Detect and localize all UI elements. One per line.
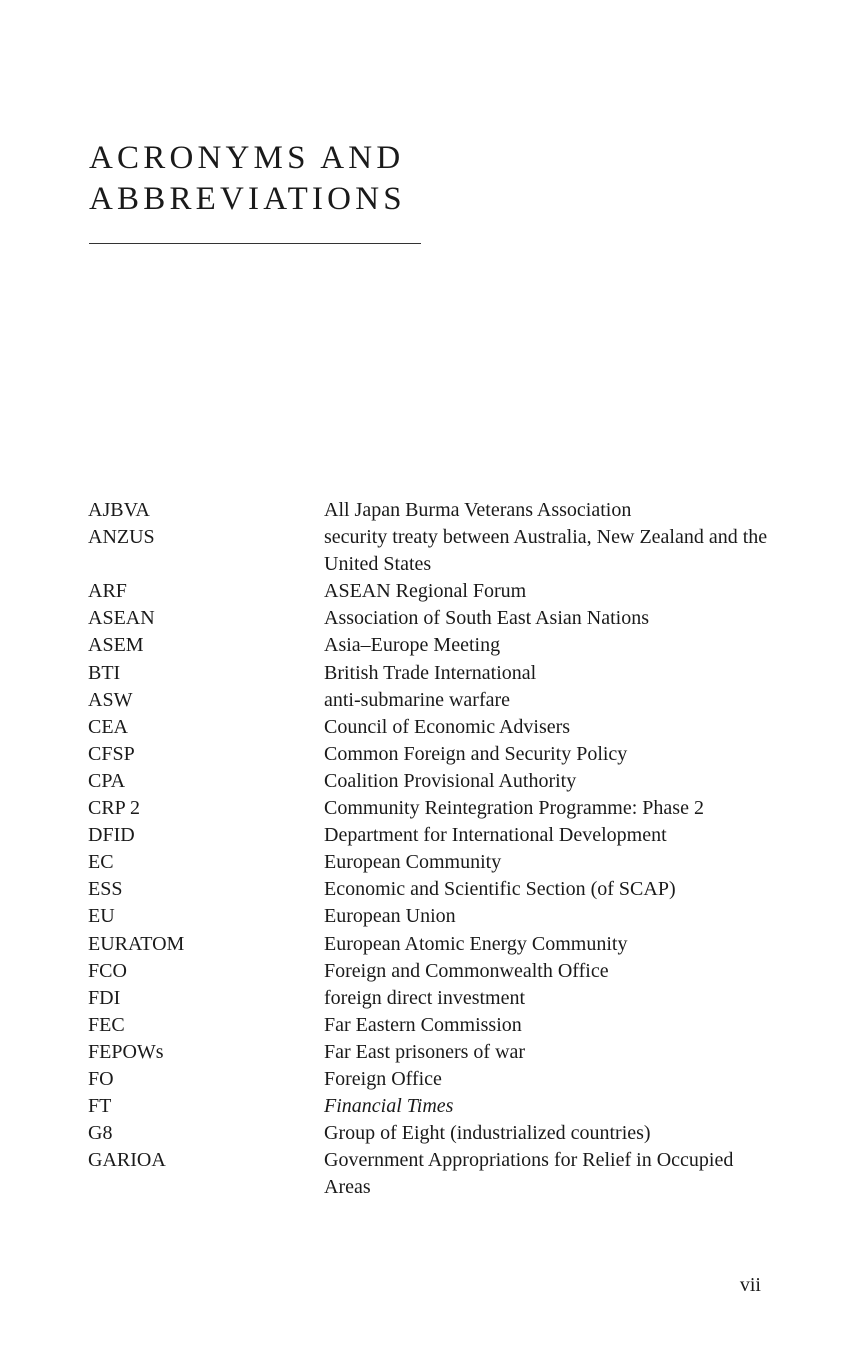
abbreviation-definition: British Trade International xyxy=(324,661,537,684)
abbreviation-row xyxy=(88,1120,768,1147)
abbreviation-term: ASW xyxy=(88,688,133,711)
abbreviation-row xyxy=(88,524,768,578)
abbreviation-row xyxy=(88,578,768,605)
abbreviation-row xyxy=(88,714,768,741)
abbreviation-row xyxy=(88,741,768,768)
abbreviation-row xyxy=(88,958,768,985)
abbreviation-term: FEPOWs xyxy=(88,1040,164,1063)
abbreviation-row xyxy=(88,931,768,958)
abbreviation-term: AJBVA xyxy=(88,499,150,521)
abbreviation-row xyxy=(88,903,768,930)
abbreviation-definition: Common Foreign and Security Policy xyxy=(324,742,628,765)
abbreviation-row xyxy=(88,849,768,876)
abbreviation-row xyxy=(88,605,768,632)
page-title xyxy=(89,138,406,220)
abbreviation-definition: Government Appropriations for Relief in Occupied Areas xyxy=(324,1149,734,1199)
abbreviation-row xyxy=(88,660,768,687)
abbreviation-list xyxy=(88,497,768,1201)
page-title-line-1: ACRONYMS AND xyxy=(89,140,405,176)
abbreviation-term: ESS xyxy=(88,878,123,901)
abbreviation-term: EU xyxy=(88,905,115,928)
abbreviation-term: DFID xyxy=(88,824,135,847)
abbreviation-definition: Council of Economic Advisers xyxy=(324,715,571,738)
abbreviation-definition: Foreign Office xyxy=(324,1067,442,1090)
abbreviation-definition: Association of South East Asian Nations xyxy=(324,607,649,630)
abbreviation-term: EURATOM xyxy=(88,932,185,955)
abbreviation-definition: Economic and Scientific Section (of SCAP) xyxy=(324,878,676,901)
abbreviation-definition: European Atomic Energy Community xyxy=(324,932,628,955)
abbreviation-term: ANZUS xyxy=(88,526,155,549)
abbreviation-term: FT xyxy=(88,1095,112,1118)
abbreviation-definition: European Union xyxy=(324,905,456,928)
abbreviation-definition: security treaty between Australia, New Zealand and the United States xyxy=(324,526,768,576)
abbreviation-term: FCO xyxy=(88,959,127,982)
abbreviation-definition: Foreign and Commonwealth Office xyxy=(324,959,609,982)
abbreviation-definition: Department for International Development xyxy=(324,824,667,847)
abbreviation-term: CPA xyxy=(88,769,126,792)
page-title-line-2: ABBREVIATIONS xyxy=(89,181,406,217)
abbreviation-row xyxy=(88,687,768,714)
abbreviation-term: CEA xyxy=(88,715,128,738)
abbreviation-definition: Financial Times xyxy=(324,1095,454,1118)
abbreviation-row xyxy=(88,497,768,524)
abbreviation-term: EC xyxy=(88,851,114,874)
abbreviation-row xyxy=(88,1093,768,1120)
abbreviation-row xyxy=(88,1147,768,1201)
abbreviation-term: FDI xyxy=(88,986,121,1009)
abbreviation-term: CFSP xyxy=(88,742,135,765)
abbreviation-definition: foreign direct investment xyxy=(324,986,526,1009)
abbreviation-row xyxy=(88,795,768,822)
abbreviation-definition: Coalition Provisional Authority xyxy=(324,769,577,792)
abbreviation-term: FEC xyxy=(88,1013,125,1036)
abbreviation-row xyxy=(88,822,768,849)
abbreviation-row xyxy=(88,1066,768,1093)
abbreviation-definition: anti-submarine warfare xyxy=(324,688,511,711)
abbreviation-row xyxy=(88,1012,768,1039)
abbreviation-definition: Asia–Europe Meeting xyxy=(324,634,501,657)
title-rule xyxy=(89,243,421,244)
abbreviation-term: ARF xyxy=(88,580,127,603)
abbreviation-row xyxy=(88,632,768,659)
abbreviation-term: G8 xyxy=(88,1122,113,1145)
abbreviation-term: FO xyxy=(88,1067,114,1090)
abbreviation-term: BTI xyxy=(88,661,121,684)
abbreviation-definition: ASEAN Regional Forum xyxy=(324,580,527,603)
abbreviation-term: CRP 2 xyxy=(88,797,141,820)
abbreviation-term: ASEM xyxy=(88,634,144,657)
abbreviation-definition: All Japan Burma Veterans Association xyxy=(324,499,632,521)
abbreviation-row xyxy=(88,985,768,1012)
abbreviation-definition: Community Reintegration Programme: Phase 2 xyxy=(324,797,704,820)
abbreviation-row xyxy=(88,876,768,903)
abbreviation-row xyxy=(88,1039,768,1066)
page-number: vii xyxy=(739,1274,761,1296)
abbreviation-definition: European Community xyxy=(324,851,502,874)
abbreviation-term: ASEAN xyxy=(88,607,155,630)
abbreviation-definition: Group of Eight (industrialized countries) xyxy=(324,1122,651,1145)
abbreviation-term: GARIOA xyxy=(88,1149,166,1172)
abbreviation-definition: Far East prisoners of war xyxy=(324,1040,526,1063)
abbreviation-row xyxy=(88,768,768,795)
abbreviation-definition: Far Eastern Commission xyxy=(324,1013,522,1036)
